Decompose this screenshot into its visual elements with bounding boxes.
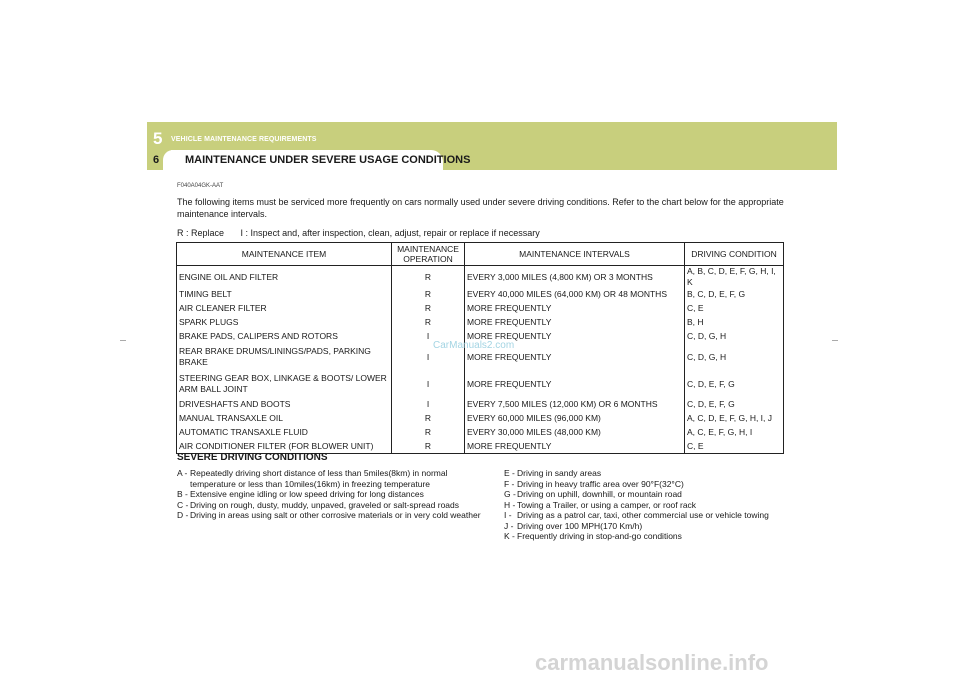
cell-interval: EVERY 7,500 MILES (12,000 KM) OR 6 MONTHS xyxy=(465,398,685,412)
condition-text: Driving over 100 MPH(170 Km/h) xyxy=(517,520,643,531)
cell-interval: EVERY 40,000 MILES (64,000 KM) OR 48 MONTHS xyxy=(465,288,685,302)
cell-operation: I xyxy=(392,344,465,371)
cell-condition: A, C, E, F, G, H, I xyxy=(685,425,784,439)
legend-inspect: I : Inspect and, after inspection, clean, adjust, repair or replace if necessary xyxy=(240,228,540,238)
condition-item xyxy=(504,531,794,542)
condition-text: Driving on rough, dusty, muddy, unpaved, graveled or salt-spread roads xyxy=(190,499,459,510)
condition-item xyxy=(177,500,489,511)
condition-item xyxy=(504,510,794,521)
cell-condition: B, C, D, E, F, G xyxy=(685,288,784,302)
cell-operation: R xyxy=(392,266,465,289)
condition-key: H - xyxy=(504,499,516,510)
header-operation: MAINTENANCE OPERATION xyxy=(392,243,465,266)
cell-interval: MORE FREQUENTLY xyxy=(465,439,685,453)
margin-mark-right xyxy=(832,340,838,341)
condition-key: J - xyxy=(504,520,514,531)
cell-operation: R xyxy=(392,288,465,302)
condition-text: Driving as a patrol car, taxi, other commercial use or vehicle towing xyxy=(517,510,769,520)
condition-item xyxy=(504,500,794,511)
cell-operation: I xyxy=(392,330,465,344)
cell-item: REAR BRAKE DRUMS/LININGS/PADS, PARKING BRAKE xyxy=(177,344,392,371)
cell-item: BRAKE PADS, CALIPERS AND ROTORS xyxy=(177,330,392,344)
condition-text: Driving in sandy areas xyxy=(517,468,602,478)
cell-interval: EVERY 30,000 MILES (48,000 KM) xyxy=(465,425,685,439)
table-row xyxy=(177,411,784,425)
intro-paragraph: The following items must be serviced more frequently on cars normally used under severe driving conditions. Refer to the chart below for the appropriate maintenance intervals. xyxy=(177,197,784,219)
cell-item: AIR CLEANER FILTER xyxy=(177,302,392,316)
cell-operation: R xyxy=(392,302,465,316)
cell-item: AIR CONDITIONER FILTER (FOR BLOWER UNIT) xyxy=(177,439,392,453)
condition-key: I - xyxy=(504,510,512,520)
cell-condition: C, D, E, F, G xyxy=(685,371,784,398)
footer-site-text: carmanualsonline.info xyxy=(535,650,769,675)
conditions-list-left xyxy=(177,468,489,521)
table-row xyxy=(177,288,784,302)
cell-operation: I xyxy=(392,371,465,398)
chapter-number: 5 xyxy=(153,129,163,148)
cell-interval: MORE FREQUENTLY xyxy=(465,302,685,316)
condition-text: Driving in areas using salt or other corrosive materials or in very cold weather xyxy=(190,510,481,520)
condition-key: C - xyxy=(177,499,189,510)
condition-item xyxy=(177,489,489,500)
cell-operation: R xyxy=(392,439,465,453)
cell-interval: MORE FREQUENTLY xyxy=(465,371,685,398)
header-interval: MAINTENANCE INTERVALS xyxy=(465,243,685,266)
condition-item xyxy=(504,521,794,532)
condition-key: G - xyxy=(504,489,516,499)
condition-key: D - xyxy=(177,510,189,520)
document-code: F040A04GK-AAT xyxy=(177,183,224,189)
cell-item: MANUAL TRANSAXLE OIL xyxy=(177,411,392,425)
cell-condition: C, E xyxy=(685,439,784,453)
condition-item xyxy=(504,468,794,479)
table-body xyxy=(177,266,784,454)
table-row xyxy=(177,316,784,330)
condition-text: Frequently driving in stop-and-go conditions xyxy=(517,531,682,541)
chapter-title: VEHICLE MAINTENANCE REQUIREMENTS xyxy=(171,136,317,143)
cell-condition: C, D, E, F, G xyxy=(685,398,784,412)
operation-legend xyxy=(177,228,554,238)
cell-item: TIMING BELT xyxy=(177,288,392,302)
table-row xyxy=(177,266,784,289)
conditions-list-right xyxy=(504,468,794,542)
watermark-text: CarManuals2.com xyxy=(433,340,515,351)
cell-condition: C, D, G, H xyxy=(685,330,784,344)
cell-condition: C, E xyxy=(685,302,784,316)
condition-item xyxy=(177,510,489,521)
cell-interval: EVERY 60,000 MILES (96,000 KM) xyxy=(465,411,685,425)
condition-item xyxy=(177,468,489,489)
cell-operation: R xyxy=(392,411,465,425)
cell-condition: B, H xyxy=(685,316,784,330)
cell-operation: I xyxy=(392,398,465,412)
margin-mark-left xyxy=(120,340,126,341)
condition-key: K - xyxy=(504,531,515,541)
header-condition: DRIVING CONDITION xyxy=(685,243,784,266)
condition-item xyxy=(504,479,794,490)
table-row xyxy=(177,371,784,398)
condition-key: F - xyxy=(504,478,515,489)
table-header-row xyxy=(177,243,784,266)
condition-key: E - xyxy=(504,468,515,478)
cell-item: DRIVESHAFTS AND BOOTS xyxy=(177,398,392,412)
table-row xyxy=(177,302,784,316)
cell-operation: R xyxy=(392,425,465,439)
section-title: MAINTENANCE UNDER SEVERE USAGE CONDITIONS xyxy=(185,154,471,166)
condition-item xyxy=(504,489,794,500)
cell-interval: MORE FREQUENTLY xyxy=(465,330,685,344)
table-row xyxy=(177,398,784,412)
condition-key: B - xyxy=(177,489,188,499)
condition-text: Repeatedly driving short distance of less than 5miles(8km) in normal temperature or less than 10miles(16km) in freezing temperature xyxy=(190,468,448,489)
condition-key: A - xyxy=(177,468,188,478)
cell-item: SPARK PLUGS xyxy=(177,316,392,330)
cell-interval: EVERY 3,000 MILES (4,800 KM) OR 3 MONTHS xyxy=(465,266,685,289)
header-item: MAINTENANCE ITEM xyxy=(177,243,392,266)
legend-replace: R : Replace xyxy=(177,228,225,238)
table-row xyxy=(177,425,784,439)
condition-text: Towing a Trailer, or using a camper, or roof rack xyxy=(517,499,697,510)
conditions-title: SEVERE DRIVING CONDITIONS xyxy=(177,452,328,463)
cell-condition: C, D, G, H xyxy=(685,344,784,371)
cell-operation: R xyxy=(392,316,465,330)
cell-interval: MORE FREQUENTLY xyxy=(465,344,685,371)
condition-text: Driving on uphill, downhill, or mountain road xyxy=(517,489,682,499)
condition-text: Driving in heavy traffic area over 90°F(32°C) xyxy=(517,478,684,489)
cell-condition: A, C, D, E, F, G, H, I, J xyxy=(685,411,784,425)
page-number: 6 xyxy=(153,154,160,166)
cell-interval: MORE FREQUENTLY xyxy=(465,316,685,330)
condition-text: Extensive engine idling or low speed driving for long distances xyxy=(190,489,424,499)
cell-condition: A, B, C, D, E, F, G, H, I, K xyxy=(685,266,784,289)
cell-item: STEERING GEAR BOX, LINKAGE & BOOTS/ LOWER ARM BALL JOINT xyxy=(177,371,392,398)
cell-item: AUTOMATIC TRANSAXLE FLUID xyxy=(177,425,392,439)
cell-item: ENGINE OIL AND FILTER xyxy=(177,266,392,289)
